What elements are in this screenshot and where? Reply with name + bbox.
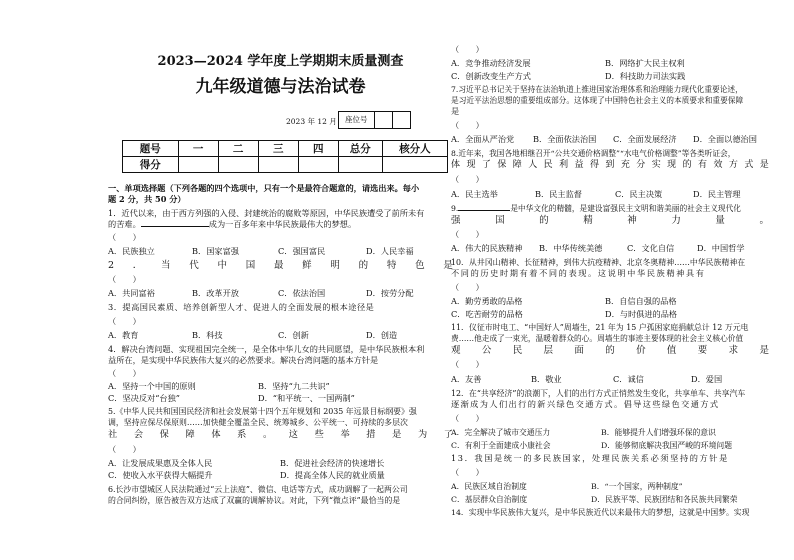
option-row bbox=[108, 330, 397, 341]
answer-paren: （ ） bbox=[108, 368, 141, 378]
score-entry-cell[interactable] bbox=[338, 157, 382, 173]
option-d[interactable]: D．“和平统一、一国两制” bbox=[258, 393, 355, 403]
answer-paren: （ ） bbox=[451, 229, 484, 239]
option-row bbox=[451, 309, 677, 320]
option-a[interactable]: A．民族独立 bbox=[108, 246, 155, 256]
option-d[interactable]: D．与时俱进的品格 bbox=[605, 309, 678, 319]
answer-paren: （ ） bbox=[451, 413, 484, 423]
option-b[interactable]: B．促进社会经济的快速增长 bbox=[280, 458, 385, 468]
question-text: 12．在“共享经济”的浪潮下，人们的出行方式正悄然发生变化，共享单车、共享汽车 bbox=[451, 389, 746, 398]
seat-number-cell[interactable] bbox=[374, 112, 392, 128]
question-text: 益所在，是实现中华民族伟大复兴的必然要求。解决台湾问题的基本方针是 bbox=[108, 355, 379, 365]
option-d[interactable]: D．民主管理 bbox=[693, 189, 741, 199]
score-table-cell: 总分 bbox=[338, 141, 382, 157]
seat-number-label: 座位号 bbox=[345, 115, 368, 124]
exam-subtitle: 九年级道德与法治试卷 bbox=[195, 77, 366, 97]
option-row bbox=[451, 481, 683, 492]
answer-paren: （ ） bbox=[451, 120, 484, 130]
question-text-justified: 体 现 了 保 障 人 民 利 益 得 到 充 分 实 现 的 有 效 方 式 是 bbox=[451, 160, 769, 170]
score-entry-cell[interactable] bbox=[218, 157, 258, 173]
question-text: 11．仪征市时电工、“中国好人”周墙生，21 年为 15 户孤困家庭捐献总计 12 万元电 bbox=[451, 323, 749, 332]
score-table-cell: 得分 bbox=[123, 157, 179, 173]
option-a[interactable]: A．民族区域自治制度 bbox=[451, 482, 527, 491]
option-d[interactable]: D．按劳分配 bbox=[366, 288, 414, 298]
answer-paren: （ ） bbox=[451, 467, 484, 477]
score-table bbox=[122, 140, 448, 173]
score-table-cell: 四 bbox=[298, 141, 338, 157]
option-row bbox=[451, 189, 741, 200]
option-b[interactable]: B．敬业 bbox=[531, 374, 562, 384]
option-row bbox=[451, 71, 685, 82]
option-b[interactable]: B．能够提升人们增强环保的意识 bbox=[601, 428, 716, 437]
option-b[interactable]: B．国家富强 bbox=[192, 246, 239, 256]
option-row bbox=[108, 381, 330, 392]
score-entry-cell[interactable] bbox=[258, 157, 298, 173]
score-table-cell: 一 bbox=[178, 141, 218, 157]
option-row bbox=[108, 393, 355, 404]
option-a[interactable]: A．民主选举 bbox=[451, 189, 498, 199]
question-text-justified: 观 公 民 层 面 的 价 值 要 求 是 bbox=[451, 345, 769, 356]
option-b[interactable]: B．坚持“九二共识” bbox=[258, 381, 330, 391]
score-table-header-row bbox=[123, 141, 448, 157]
option-c[interactable]: C．文化自信 bbox=[627, 243, 675, 253]
option-row bbox=[451, 134, 757, 145]
option-b[interactable]: B．中华传统美德 bbox=[539, 243, 603, 253]
exam-date: 2023 年 12 月 bbox=[286, 117, 337, 126]
option-row bbox=[451, 374, 722, 385]
option-a[interactable]: A．全面从严治党 bbox=[451, 134, 515, 144]
option-c[interactable]: C．依法治国 bbox=[278, 288, 326, 298]
option-c[interactable]: C．全面发展经济 bbox=[613, 134, 677, 144]
option-a[interactable]: A．共同富裕 bbox=[108, 288, 155, 298]
option-d[interactable]: D．创造 bbox=[366, 330, 398, 340]
question-text: 10．从井冈山精神、长征精神，到伟大抗疫精神、北京冬奥精神……中华民族精神在 bbox=[451, 258, 746, 267]
question-text: 9. 是中华文化的精髓，是建设富强民主文明和谐美丽的社会主义现代化 bbox=[451, 204, 741, 213]
answer-paren: （ ） bbox=[108, 274, 141, 284]
option-d[interactable]: D．提高全体人民的就业质量 bbox=[280, 470, 385, 480]
option-row bbox=[451, 494, 738, 505]
option-d[interactable]: D．科技助力司法实践 bbox=[605, 71, 686, 81]
option-b[interactable]: B．民主监督 bbox=[535, 189, 582, 199]
option-b[interactable]: B．“一个国家，两种制度” bbox=[591, 482, 683, 491]
question-text-justified: 强 国 的 精 神 力 量 。 bbox=[451, 215, 769, 226]
answer-paren: （ ） bbox=[451, 174, 484, 184]
question-text: 费……他走成了一束光，温暖着群众的心。周墙生的事迹主要体现的社会主义核心价值 bbox=[451, 334, 744, 343]
option-d[interactable]: D．全面以德治国 bbox=[693, 134, 757, 144]
question-text: 4．解决台湾问题、实现祖国完全统一，是全体中华儿女的共同愿望，是中华民族根本利 bbox=[108, 344, 425, 354]
answer-paren: （ ） bbox=[451, 282, 484, 292]
option-c[interactable]: C．诚信 bbox=[613, 374, 644, 384]
question-text: 不同的历史时期有着不同的表现。这说明中华民族精神具有 bbox=[451, 268, 706, 278]
score-table-cell: 三 bbox=[258, 141, 298, 157]
option-row bbox=[451, 440, 732, 451]
option-c[interactable]: C．吃苦耐劳的品格 bbox=[451, 309, 523, 319]
question-text-justified: 社 会 保 障 体 系 。 这 些 举 措 是 为 了 bbox=[108, 429, 453, 440]
question-text: 调，坚持应保尽保原则……加快健全覆盖全民、统筹城乡、公平统一、可持续的多层次 bbox=[108, 418, 408, 427]
question-text: 5.《中华人民共和国国民经济和社会发展第十四个五年规划和 2035 年远景目标纲要》强 bbox=[108, 407, 417, 416]
option-row bbox=[451, 58, 685, 69]
option-a[interactable]: A．让发展成果惠及全体人民 bbox=[108, 458, 213, 468]
option-c[interactable]: C．创新改变生产方式 bbox=[451, 71, 531, 81]
question-text: 3．提高国民素质、培养创新型人才、促进人的全面发展的根本途径是 bbox=[108, 302, 375, 312]
question-text: 13．我国是统一的多民族国家，处理民族关系必须坚持的方针是 bbox=[451, 453, 729, 463]
option-c[interactable]: C．强国富民 bbox=[278, 246, 326, 256]
option-d[interactable]: D．中国哲学 bbox=[697, 243, 745, 253]
option-d[interactable]: D．人民幸福 bbox=[366, 246, 414, 256]
option-a[interactable]: A．教育 bbox=[108, 330, 139, 340]
answer-blank[interactable] bbox=[141, 226, 209, 227]
option-c[interactable]: C．坚决反对“台独” bbox=[108, 393, 180, 403]
question-text: 的合同纠纷，原告被告双方达成了双赢的调解协议。对此，下列“微点评”最恰当的是 bbox=[108, 496, 401, 505]
option-a[interactable]: A．勤劳勇敢的品格 bbox=[451, 296, 523, 306]
option-row bbox=[451, 296, 677, 307]
answer-paren: （ ） bbox=[451, 44, 484, 54]
option-row bbox=[108, 288, 414, 299]
answer-paren: （ ） bbox=[108, 316, 141, 326]
score-table-cell: 二 bbox=[218, 141, 258, 157]
score-entry-cell[interactable] bbox=[178, 157, 218, 173]
score-table-cell: 题号 bbox=[123, 141, 179, 157]
option-b[interactable]: B．自信自强的品格 bbox=[605, 296, 677, 306]
section-heading: 题 2 分，共 50 分） bbox=[108, 194, 186, 204]
question-text: 的苦难。 成为一百多年来中华民族最伟大的梦想。 bbox=[108, 219, 357, 229]
option-b[interactable]: B．科技 bbox=[192, 330, 223, 340]
answer-paren: （ ） bbox=[451, 359, 484, 369]
seat-number-cell[interactable] bbox=[392, 112, 410, 128]
question-text: 是习近平法治思想的重要组成部分。这体现了中国特色社会主义的本质要求和重要保障 bbox=[451, 96, 744, 105]
exam-title: 2023—2024 学年度上学期期末质量测查 bbox=[157, 54, 404, 69]
option-row bbox=[108, 458, 384, 469]
option-b[interactable]: B．网络扩大民主权利 bbox=[605, 58, 685, 68]
option-a[interactable]: A．竞争推动经济发展 bbox=[451, 58, 531, 68]
answer-blank[interactable] bbox=[458, 210, 510, 211]
question-text: 6.长沙市望城区人民法院通过“云上法庭”、微信、电话等方式，成功调解了一起两公司 bbox=[108, 485, 408, 494]
score-table-cell: 核分人 bbox=[382, 141, 447, 157]
score-entry-cell[interactable] bbox=[382, 157, 447, 173]
option-d[interactable]: D．能够彻底解决我国严峻的环境问题 bbox=[601, 441, 732, 450]
option-c[interactable]: C．创新 bbox=[278, 330, 309, 340]
section-heading: 一、单项选择题（下列各题的四个选项中，只有一个是最符合题意的，请选出来。每小 bbox=[108, 183, 420, 193]
option-b[interactable]: B．改革开放 bbox=[192, 288, 239, 298]
question-text: 1．近代以来，由于西方列强的入侵、封建统治的腐败等原因，中华民族遭受了前所未有 bbox=[108, 208, 425, 218]
option-row bbox=[108, 470, 385, 481]
option-d[interactable]: D．爱国 bbox=[691, 374, 723, 384]
option-c[interactable]: C．使收入水平获得大幅提升 bbox=[108, 470, 213, 480]
question-text: 7.习近平总书记关于坚持在法治轨道上推进国家治理体系和治理能力现代化重要论述， bbox=[451, 85, 743, 94]
question-text: 逐渐成为人们出行的新兴绿色交通方式。倡导这些绿色交通方式 bbox=[451, 399, 720, 409]
answer-paren: （ ） bbox=[108, 232, 141, 242]
option-b[interactable]: B．全面依法治国 bbox=[533, 134, 597, 144]
option-row bbox=[451, 427, 716, 438]
question-text: 8.近年来，我国各地相继召开“公共交通价格调整”“水电气价格调整”等各类听证会， bbox=[451, 149, 736, 158]
option-a[interactable]: A．伟大的民族精神 bbox=[451, 243, 523, 253]
option-a[interactable]: A．坚持一个中国的原则 bbox=[108, 381, 196, 391]
option-a[interactable]: A．完全解决了城市交通压力 bbox=[451, 428, 551, 437]
question-text-justified: 2 ． 当 代 中 国 最 鲜 明 的 特 色 是 bbox=[108, 260, 453, 271]
option-c[interactable]: C．基层群众自治制度 bbox=[451, 495, 528, 504]
answer-paren: （ ） bbox=[108, 444, 141, 454]
score-entry-cell[interactable] bbox=[298, 157, 338, 173]
score-table-score-row bbox=[123, 157, 448, 173]
option-a[interactable]: A．友善 bbox=[451, 374, 482, 384]
option-d[interactable]: D．民族平等、民族团结和各民族共同繁荣 bbox=[591, 495, 738, 504]
option-row bbox=[108, 246, 414, 257]
option-c[interactable]: C．民主决策 bbox=[615, 189, 663, 199]
seat-number-box bbox=[338, 111, 411, 129]
option-c[interactable]: C．有利于全面建成小康社会 bbox=[451, 441, 551, 450]
question-text: 14．实现中华民族伟大复兴，是中华民族近代以来最伟大的梦想，这就是中国梦。实现 bbox=[451, 508, 750, 517]
option-row bbox=[451, 243, 745, 254]
question-text: 是 bbox=[451, 106, 460, 116]
